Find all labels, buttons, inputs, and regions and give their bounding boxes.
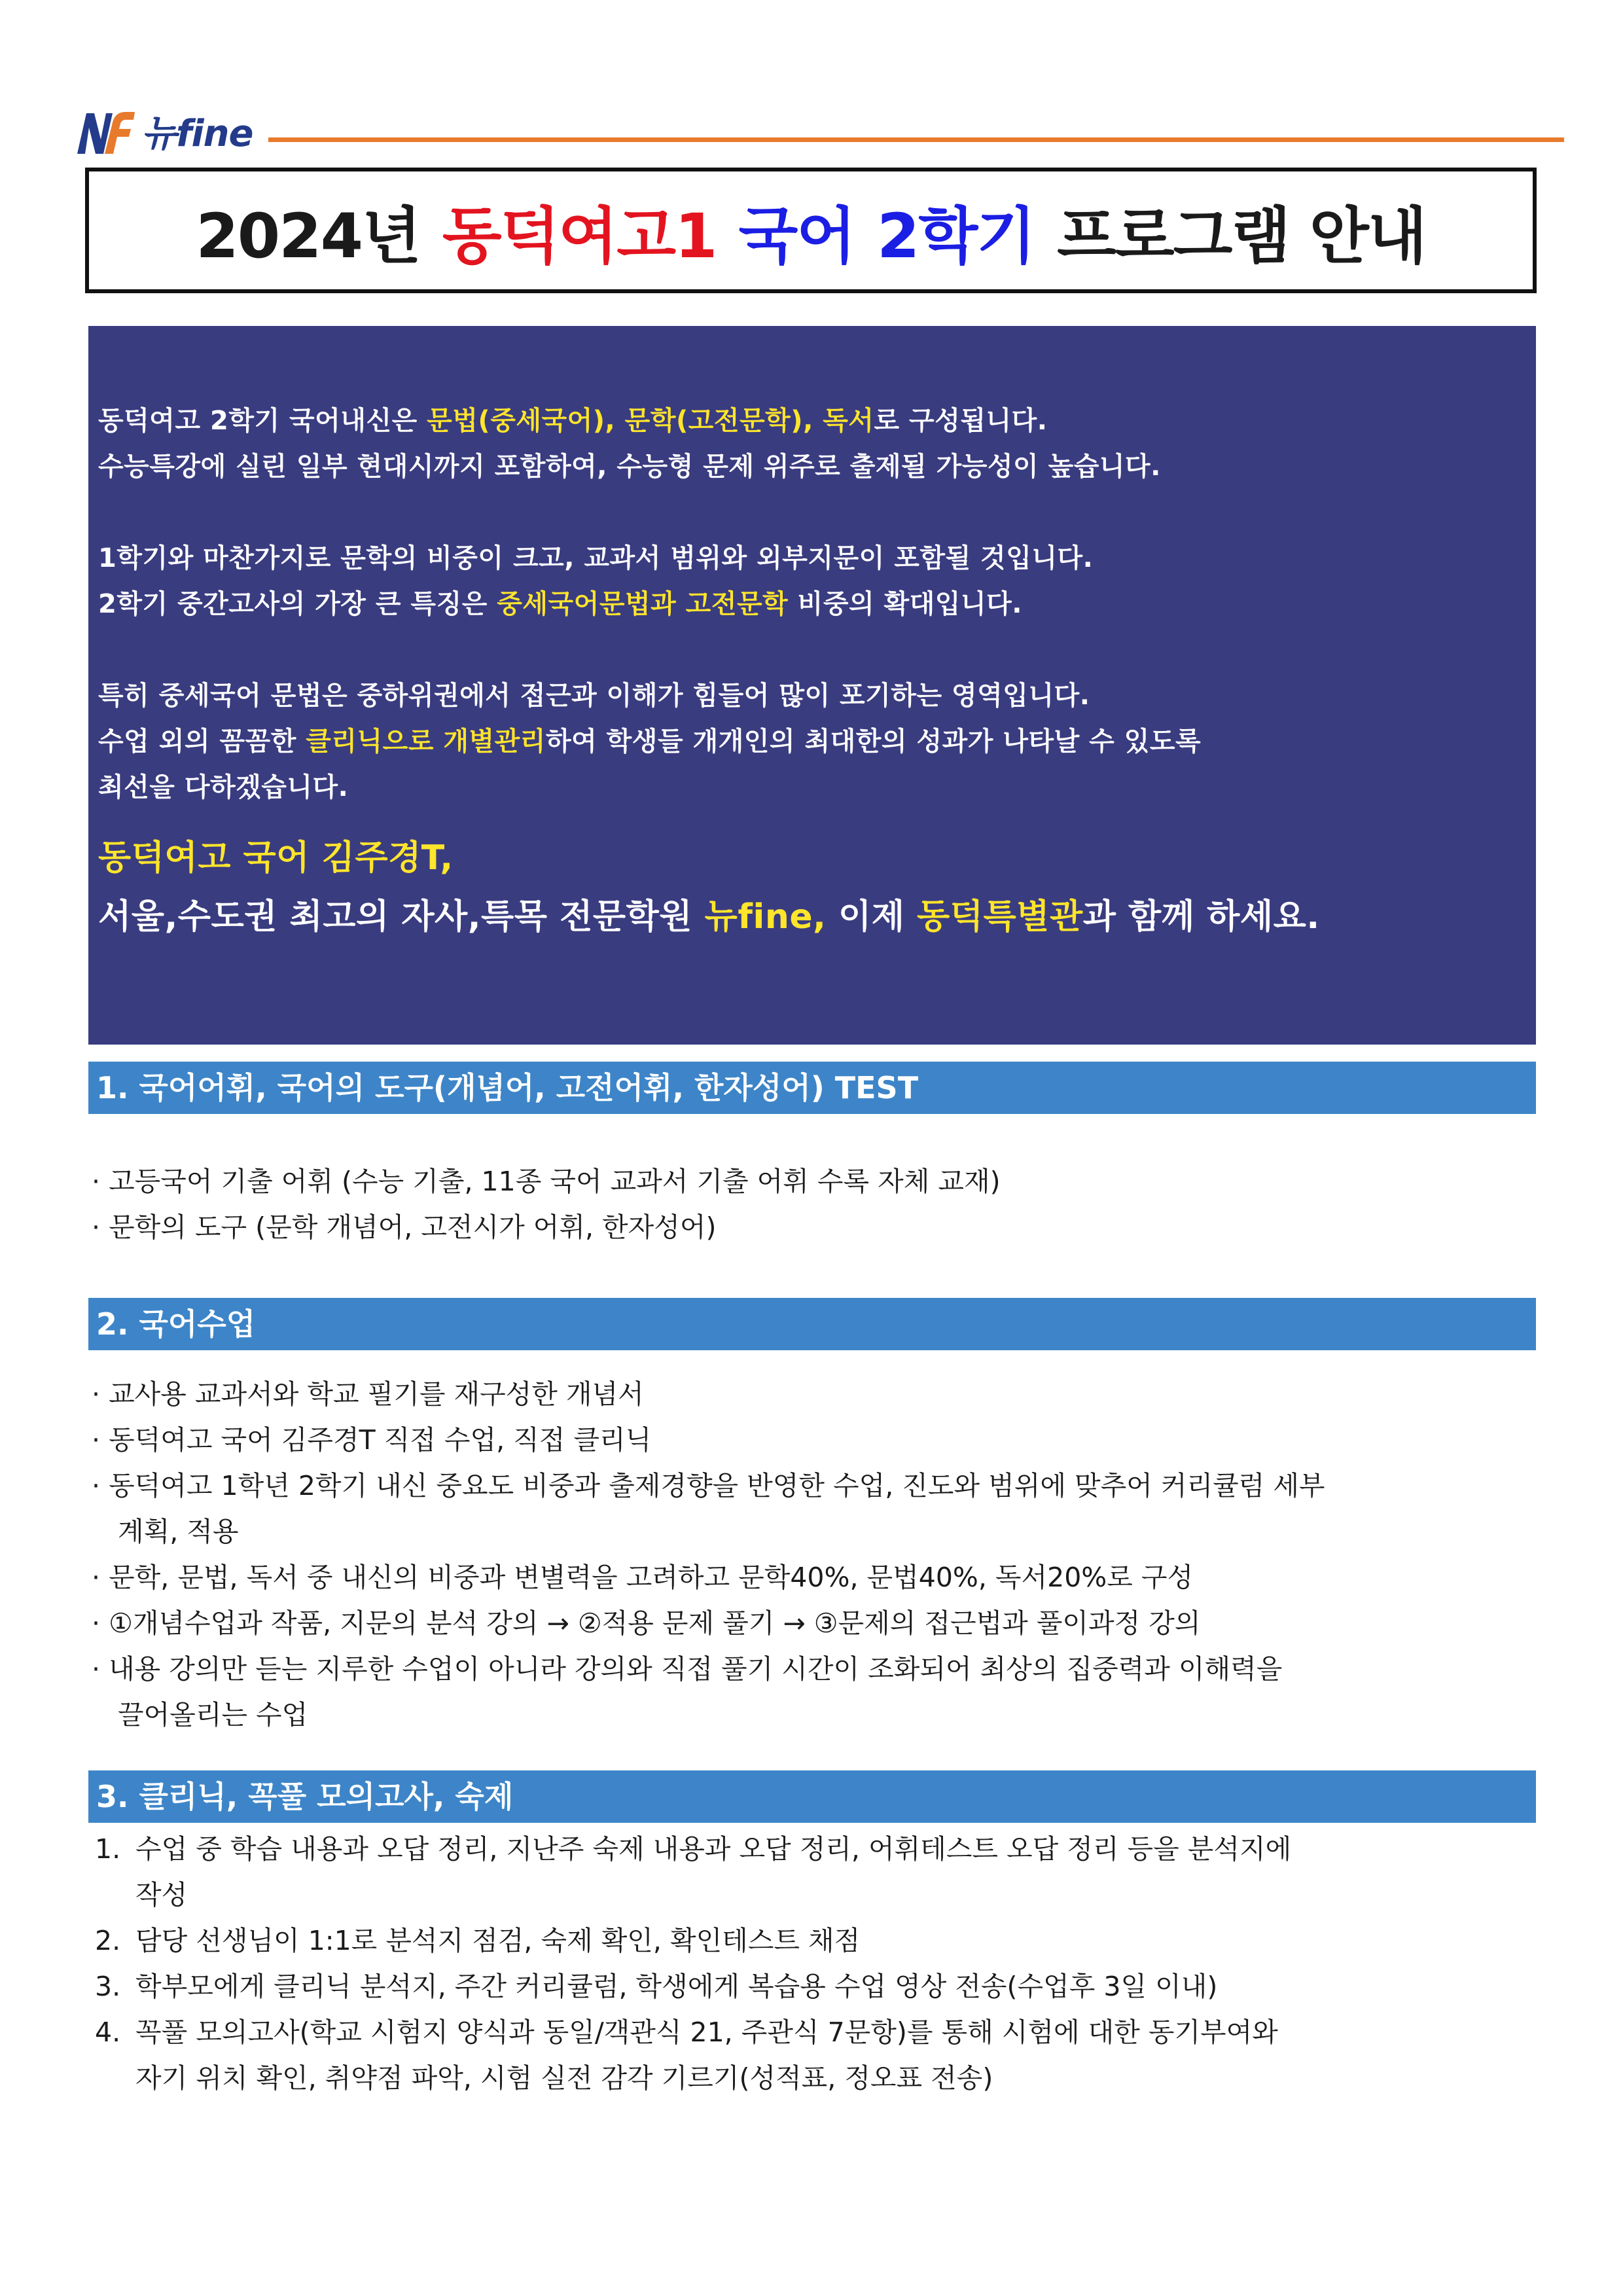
numbered-item: 1. 수업 중 학습 내용과 오답 정리, 지난주 숙제 내용과 오답 정리, 어휘테스트 오답 정리 등을 분석지에	[95, 1833, 1292, 1865]
title-year: 2024년	[196, 200, 420, 272]
list-item-continuation: 끌어올리는 수업	[118, 1699, 308, 1731]
header-rule	[268, 137, 1564, 142]
title-box	[85, 168, 1537, 293]
logo-text: 뉴fine	[141, 113, 253, 155]
intro-line-7: 최선을 다하겠습니다.	[98, 772, 349, 802]
intro-teacher-line: 동덕여고 국어 김주경T,	[98, 838, 454, 878]
brand-logo	[72, 98, 253, 164]
intro-line-1: 동덕여고 2학기 국어내신은 문법(중세국어), 문학(고전문학), 독서로 구성됩니다.	[98, 406, 1048, 436]
title-semester: 2학기	[877, 200, 1035, 272]
intro-line-6: 수업 외의 꼼꼼한 클리닉으로 개별관리하여 학생들 개개인의 최대한의 성과가 나타날 수 있도록	[98, 726, 1202, 757]
list-item: · 동덕여고 국어 김주경T 직접 수업, 직접 클리닉	[92, 1424, 652, 1456]
page-title	[196, 187, 1425, 275]
numbered-item: 4. 꼭풀 모의고사(학교 시험지 양식과 동일/객관식 21, 주관식 7문항)를 통해 시험에 대한 동기부여와	[95, 2017, 1278, 2048]
intro-line-5: 특히 중세국어 문법은 중하위권에서 접근과 이해가 힘들어 많이 포기하는 영역입니다.	[98, 681, 1090, 711]
numbered-item-continuation: 자기 위치 확인, 취약점 파악, 시험 실전 감각 기르기(성적표, 정오표 전송)	[135, 2062, 993, 2094]
list-item-continuation: 계획, 적용	[118, 1516, 239, 1547]
list-item: · 교사용 교과서와 학교 필기를 재구성한 개념서	[92, 1378, 644, 1410]
title-school: 동덕여고1	[442, 200, 717, 272]
title-subject: 국어	[738, 200, 855, 272]
list-item: · 내용 강의만 듣는 지루한 수업이 아니라 강의와 직접 풀기 시간이 조화되어 최상의 집중력과 이해력을	[92, 1653, 1283, 1685]
numbered-item: 3. 학부모에게 클리닉 분석지, 주간 커리큘럼, 학생에게 복습용 수업 영상 전송(수업후 3일 이내)	[95, 1971, 1218, 2002]
section-3-list	[95, 1826, 1535, 2101]
list-item: · ①개념수업과 작품, 지문의 분석 강의 → ②적용 문제 풀기 → ③문제의 접근법과 풀이과정 강의	[92, 1607, 1201, 1639]
intro-box	[88, 326, 1536, 1045]
section-1-heading: 1. 국어어휘, 국어의 도구(개념어, 고전어휘, 한자성어) TEST	[88, 1062, 1536, 1114]
intro-closing-line: 서울,수도권 최고의 자사,특목 전문학원 뉴fine, 이제 동덕특별관과 함께 하세요.	[98, 897, 1320, 937]
section-2-heading: 2. 국어수업	[88, 1298, 1536, 1350]
section-2-list	[92, 1371, 1531, 1738]
title-suffix: 프로그램 안내	[1057, 200, 1426, 272]
section-1-list	[92, 1158, 1531, 1250]
intro-line-2: 수능특강에 실린 일부 현대시까지 포함하여, 수능형 문제 위주로 출제될 가능성이 높습니다.	[98, 452, 1161, 482]
intro-line-3: 1학기와 마찬가지로 문학의 비중이 크고, 교과서 범위와 외부지문이 포함될 것입니다.	[98, 543, 1094, 573]
numbered-item: 2. 담당 선생님이 1:1로 분석지 점검, 숙제 확인, 확인테스트 채점	[95, 1925, 861, 1956]
list-item: · 고등국어 기출 어휘 (수능 기출, 11종 국어 교과서 기출 어휘 수록 자체 교재)	[92, 1166, 1001, 1197]
newfine-logo-icon	[72, 101, 137, 160]
numbered-item-continuation: 작성	[135, 1879, 188, 1910]
section-3-heading: 3. 클리닉, 꼭풀 모의고사, 숙제	[88, 1770, 1536, 1823]
list-item: · 동덕여고 1학년 2학기 내신 중요도 비중과 출제경향을 반영한 수업, 진도와 범위에 맞추어 커리큘럼 세부	[92, 1470, 1325, 1501]
list-item: · 문학의 도구 (문학 개념어, 고전시가 어휘, 한자성어)	[92, 1211, 717, 1243]
intro-line-4: 2학기 중간고사의 가장 큰 특징은 중세국어문법과 고전문학 비중의 확대입니다.	[98, 589, 1022, 619]
header	[72, 98, 1564, 164]
list-item: · 문학, 문법, 독서 중 내신의 비중과 변별력을 고려하고 문학40%, 문법40%, 독서20%로 구성	[92, 1562, 1194, 1593]
